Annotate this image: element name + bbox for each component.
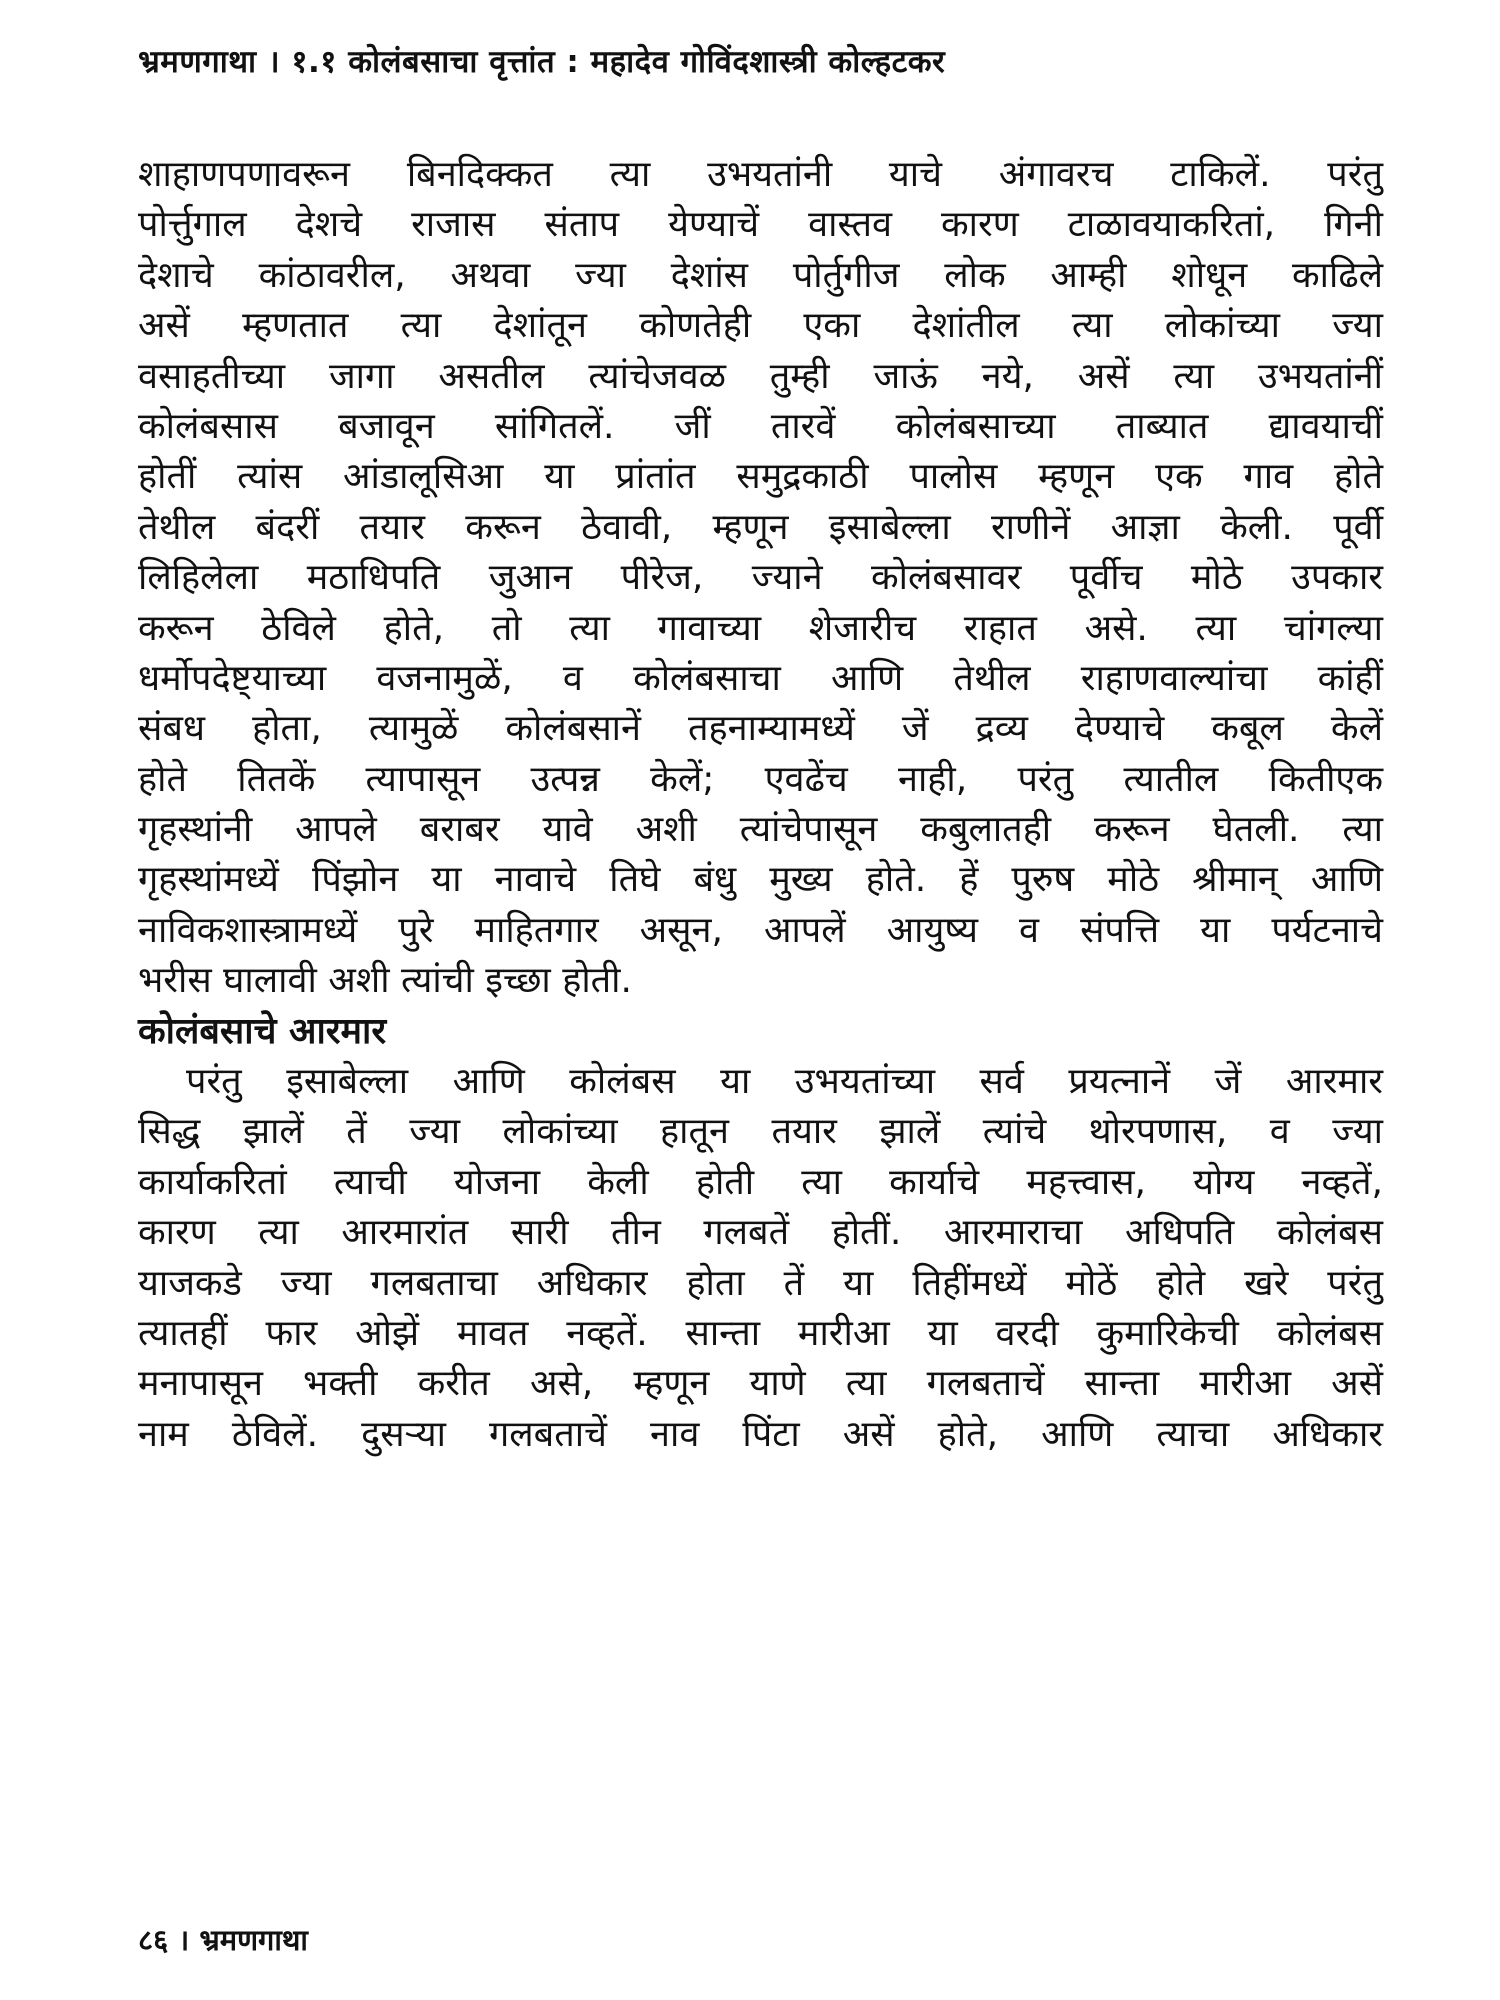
section-heading: कोलंबसाचे आरमार [138, 1010, 387, 1052]
text-line: शाहाणपणावरून बिनदिक्कत त्या उभयतांनी याचे अंगावरच टाकिलें. परंतु [138, 154, 1383, 195]
text-line: असें म्हणतात त्या देशांतून कोणतेही एका देशांतील त्या लोकांच्या ज्या [138, 305, 1383, 347]
text-line: सिद्ध झालें तें ज्या लोकांच्या हातून तयार झालें त्यांचे थोरपणास, व ज्या [138, 1111, 1383, 1153]
text-line: परंतु इसाबेल्ला आणि कोलंबस या उभयतांच्या सर्व प्रयत्नानें जें आरमार [186, 1061, 1383, 1103]
text-line: देशाचे कांठावरील, अथवा ज्या देशांस पोर्तुगीज लोक आम्ही शोधून काढिले [138, 254, 1383, 296]
text-line: त्यातहीं फार ओझें मावत नव्हतें. सान्ता मारीआ या वरदी कुमारिकेची कोलंबस [138, 1312, 1383, 1354]
text-line: गृहस्थांनी आपले बराबर यावे अशी त्यांचेपासून कबुलातही करून घेतली. त्या [138, 809, 1383, 851]
text-line: याजकडे ज्या गलबताचा अधिकार होता तें या तिहींमध्यें मोठें होते खरे परंतु [138, 1262, 1383, 1304]
text-line: होतीं त्यांस आंडालूसिआ या प्रांतांत समुद्रकाठी पालोस म्हणून एक गाव होते [138, 456, 1383, 498]
text-line: कारण त्या आरमारांत सारी तीन गलबतें होतीं. आरमाराचा अधिपति कोलंबस [138, 1212, 1383, 1254]
text-line: भरीस घालावी अशी त्यांची इच्छा होती. [138, 960, 632, 1002]
text-line: लिहिलेला मठाधिपति जुआन पीरेज, ज्याने कोलंबसावर पूर्वीच मोठे उपकार [138, 557, 1383, 599]
body-text [138, 150, 1383, 1460]
text-line: मनापासून भक्ती करीत असे, म्हणून याणे त्या गलबताचें सान्ता मारीआ असें [138, 1363, 1383, 1405]
text-line: संबध होता, त्यामुळें कोलंबसानें तहनाम्यामध्यें जें द्रव्य देण्याचे कबूल केलें [138, 708, 1383, 750]
text-line: कार्याकरितां त्याची योजना केली होती त्या कार्याचे महत्त्वास, योग्य नव्हतें, [138, 1161, 1383, 1203]
text-line: होते तितकें त्यापासून उत्पन्न केलें; एवढेंच नाही, परंतु त्यातील कितीएक [138, 758, 1383, 800]
text-line: धर्मोपदेष्ट्याच्या वजनामुळें, व कोलंबसाचा आणि तेथील राहाणवाल्यांचा कांहीं [138, 657, 1383, 699]
text-line: पोर्त्तुगाल देशचे राजास संताप येण्याचें वास्तव कारण टाळावयाकरितां, गिनी [138, 204, 1383, 246]
text-line: गृहस्थांमध्यें पिंझोन या नावाचे तिघे बंधु मुख्य होते. हें पुरुष मोठे श्रीमान् आणि [138, 859, 1383, 901]
running-head: भ्रमणगाथा । १.१ कोलंबसाचा वृत्तांत : महादेव गोविंदशास्त्री कोल्हटकर [138, 44, 946, 80]
text-line: करून ठेविले होते, तो त्या गावाच्या शेजारीच राहात असे. त्या चांगल्या [138, 607, 1383, 649]
text-line: वसाहतीच्या जागा असतील त्यांचेजवळ तुम्ही जाऊं नये, असें त्या उभयतांनीं [138, 355, 1383, 397]
text-line: तेथील बंदरीं तयार करून ठेवावी, म्हणून इसाबेल्ला राणीनें आज्ञा केली. पूर्वी [138, 506, 1383, 548]
text-line: नाम ठेविलें. दुसऱ्या गलबताचें नाव पिंटा असें होते, आणि त्याचा अधिकार [138, 1413, 1383, 1455]
text-line: नाविकशास्त्रामध्यें पुरे माहितगार असून, आपलें आयुष्य व संपत्ति या पर्यटनाचे [138, 909, 1383, 951]
text-line: कोलंबसास बजावून सांगितलें. जीं तारवें कोलंबसाच्या ताब्यात द्यावयाचीं [138, 405, 1383, 447]
page-folio: ८६ । भ्रमणगाथा [138, 1923, 308, 1957]
